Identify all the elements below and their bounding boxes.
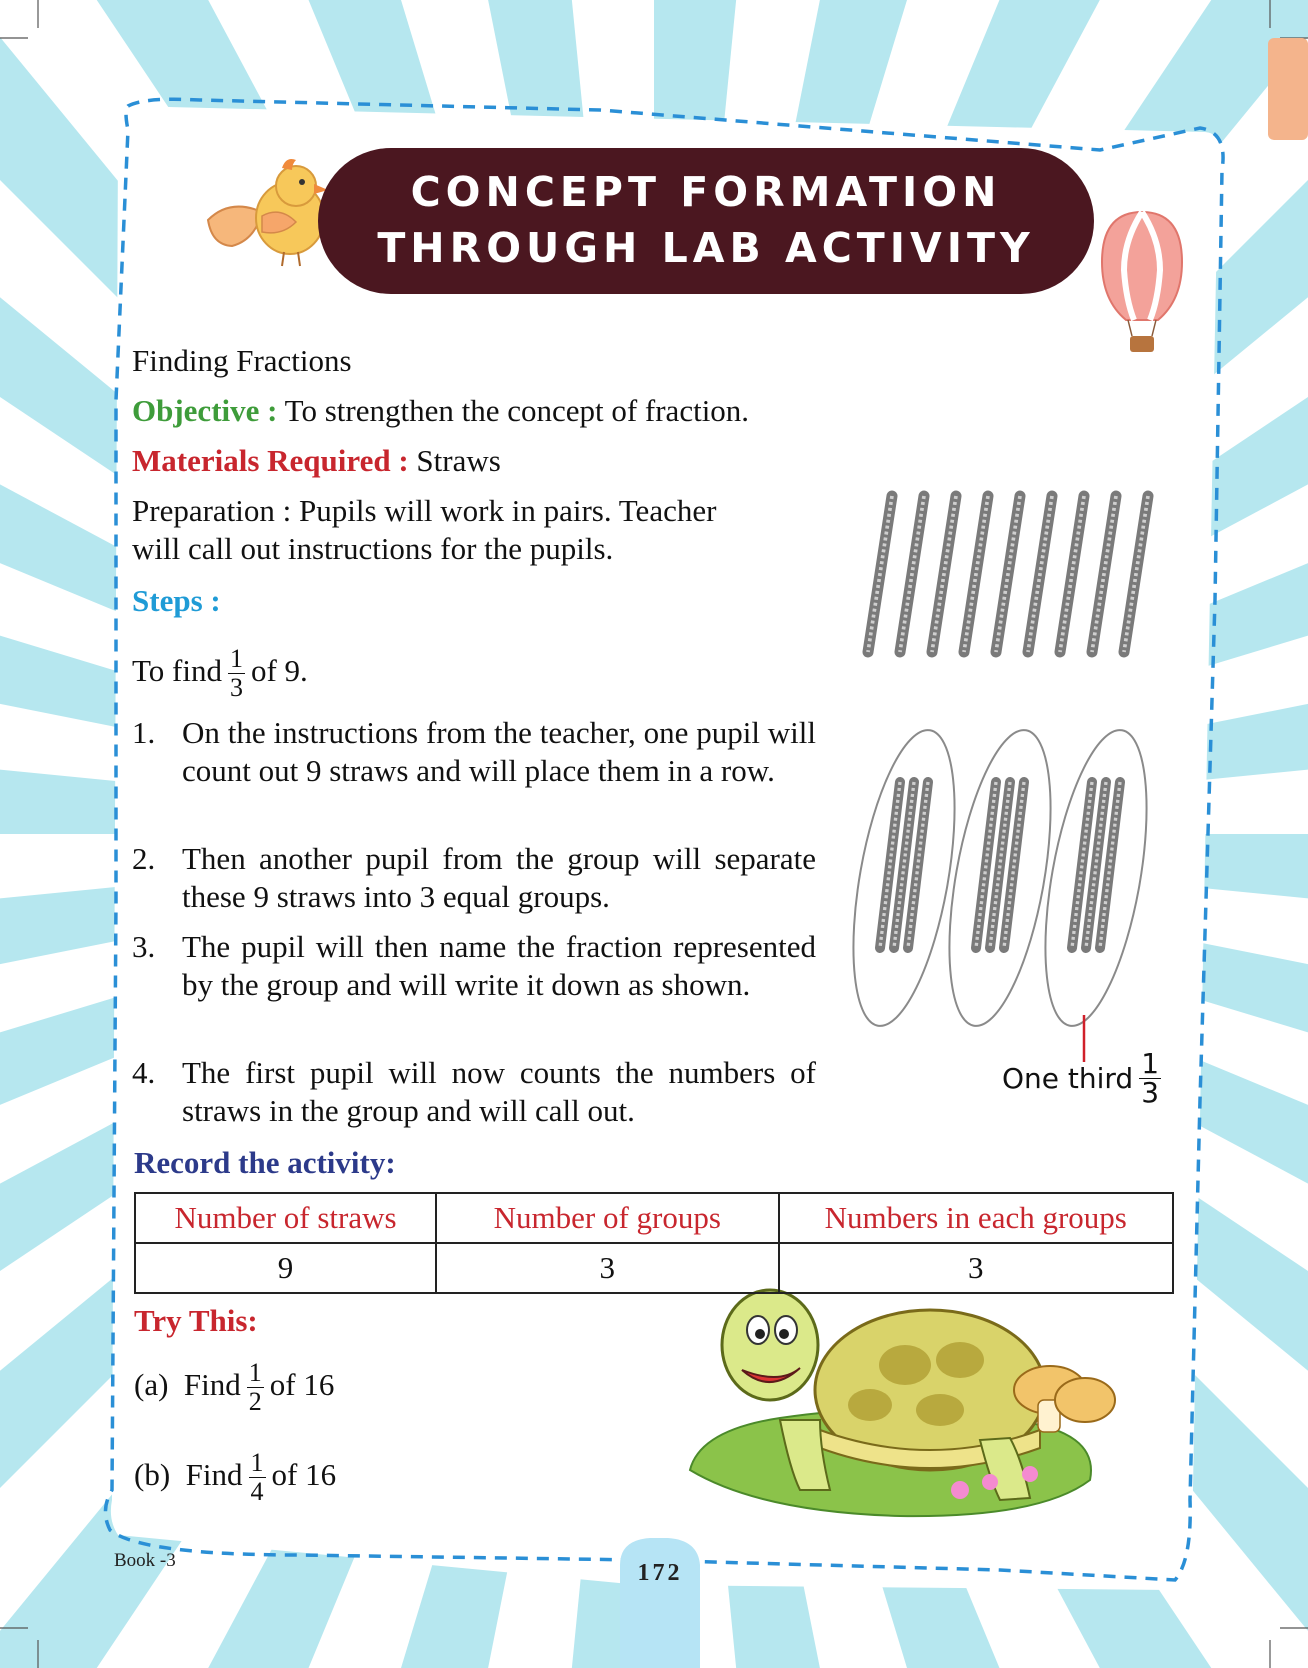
try-item-tag: (b): [134, 1457, 171, 1492]
fraction-numerator: 1: [248, 1358, 262, 1388]
try-item-prefix: Find: [185, 1457, 243, 1492]
materials-text: Straws: [416, 443, 501, 478]
preparation-line-2: will call out instructions for the pupils.: [132, 531, 614, 566]
banner-title-line-2: THROUGH LAB ACTIVITY: [377, 224, 1035, 272]
materials: [132, 442, 501, 480]
fraction-denominator: 4: [250, 1477, 264, 1507]
steps-intro: [132, 636, 308, 706]
step-number: 4.: [132, 1055, 156, 1090]
step-number: 3.: [132, 929, 156, 964]
record-table: [134, 1192, 1174, 1294]
table-header: Numbers in each groups: [779, 1193, 1173, 1243]
step-number: 2.: [132, 841, 156, 876]
table-header-row: [135, 1193, 1173, 1243]
preparation-line-1: Preparation : Pupils will work in pairs. Teacher: [132, 493, 717, 528]
table-cell: 3: [436, 1243, 779, 1293]
steps-intro-suffix: of 9.: [250, 653, 308, 688]
fraction-denominator: 3: [229, 673, 243, 703]
figure-label: [1002, 1047, 1167, 1109]
page-number-badge: [620, 1538, 700, 1668]
step-3: [132, 928, 816, 1004]
try-item-a: [134, 1350, 334, 1420]
table-header: Number of straws: [135, 1193, 436, 1243]
fraction-numerator: 1: [229, 644, 243, 674]
chapter-tab: [1268, 38, 1308, 140]
table-row: [135, 1243, 1173, 1293]
fraction-denominator: 2: [248, 1387, 262, 1417]
step-text: On the instructions from the teacher, one pupil will count out 9 straws and will place them in a row.: [182, 715, 816, 788]
steps-intro-prefix: To find: [132, 653, 222, 688]
table-cell: 3: [779, 1243, 1173, 1293]
step-number: 1.: [132, 715, 156, 750]
objective: [132, 392, 749, 430]
page-number: 172: [637, 1560, 683, 1586]
record-label: Record the activity:: [134, 1145, 396, 1180]
try-item-b: [134, 1440, 336, 1510]
objective-text: To strengthen the concept of fraction.: [284, 393, 750, 428]
step-text: Then another pupil from the group will separate these 9 straws into 3 equal groups.: [182, 841, 816, 914]
step-2: [132, 840, 816, 916]
try-item-suffix: of 16: [269, 1367, 335, 1402]
try-item-fraction: [247, 1359, 264, 1416]
fraction-numerator: 1: [250, 1448, 264, 1478]
table-cell: 9: [135, 1243, 436, 1293]
title-banner: [318, 148, 1094, 294]
steps-label: Steps :: [132, 583, 221, 618]
try-item-fraction: [249, 1449, 266, 1506]
book-label: Book -3: [114, 1550, 176, 1571]
banner-title-line-1: CONCEPT FORMATION: [410, 168, 1002, 216]
fraction-denominator: 3: [1141, 1076, 1160, 1109]
step-text: The first pupil will now counts the numbers of straws in the group and will call out.: [182, 1055, 816, 1128]
figure-label-text: One third: [1002, 1062, 1134, 1095]
step-4: [132, 1054, 816, 1130]
topic-heading: Finding Fractions: [132, 343, 352, 378]
try-item-prefix: Find: [183, 1367, 241, 1402]
try-item-suffix: of 16: [271, 1457, 337, 1492]
figure-fraction: [1139, 1047, 1161, 1109]
objective-label: Objective :: [132, 393, 278, 428]
table-header: Number of groups: [436, 1193, 779, 1243]
try-item-tag: (a): [134, 1367, 169, 1402]
fraction-one-third: [228, 645, 245, 702]
step-text: The pupil will then name the fraction represented by the group and will write it down as shown.: [182, 929, 816, 1002]
fraction-numerator: 1: [1141, 1047, 1160, 1080]
step-1: [132, 714, 816, 790]
materials-label: Materials Required :: [132, 443, 409, 478]
try-this-label: Try This:: [134, 1303, 258, 1338]
